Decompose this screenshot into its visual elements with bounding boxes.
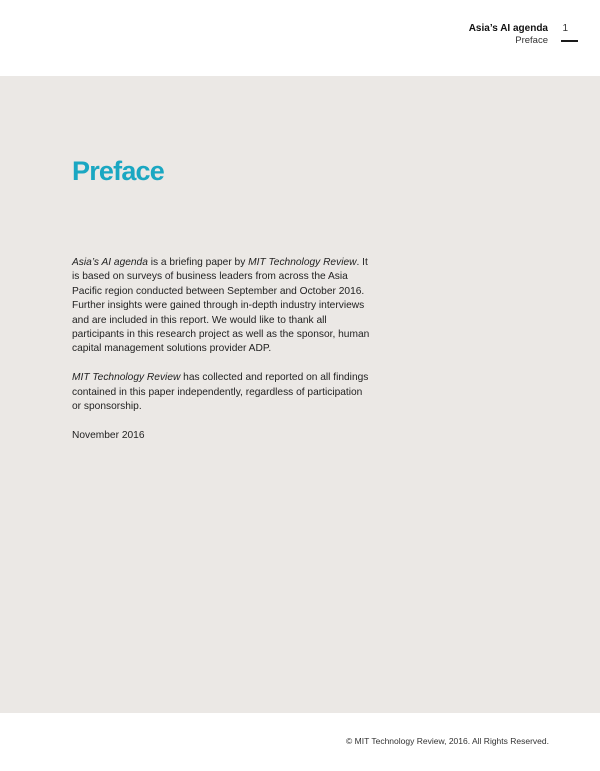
copyright-footer: © MIT Technology Review, 2016. All Rights Reserved. bbox=[346, 736, 549, 746]
page-header bbox=[0, 0, 600, 76]
document-title: Asia’s AI agenda bbox=[468, 23, 548, 34]
report-title-italic: Asia’s AI agenda bbox=[72, 257, 148, 268]
publisher-italic: MIT Technology Review bbox=[248, 257, 357, 268]
independence-paragraph bbox=[72, 371, 372, 414]
intro-text-1: is a briefing paper by bbox=[147, 257, 249, 268]
intro-paragraph bbox=[72, 256, 372, 357]
date-line: November 2016 bbox=[72, 429, 145, 441]
intro-text-2: . It is based on surveys of business leaders from across the Asia Pacific region conducted between September and October 2016. Further insights were gained through in-depth industry interviews and are included in this report. We would like to thank all participants in this research project as well as the sponsor, human capital management solutions provider ADP. bbox=[72, 257, 370, 355]
publisher-italic-2: MIT Technology Review bbox=[72, 372, 181, 384]
preface-body bbox=[72, 256, 372, 458]
header-rule bbox=[561, 40, 578, 42]
independence-text: has collected and reported on all findings contained in this paper independently, regardless of participation or sponsorship. bbox=[72, 372, 369, 413]
section-label: Preface bbox=[515, 35, 548, 46]
page-number: 1 bbox=[562, 23, 568, 34]
page-title: Preface bbox=[72, 156, 164, 186]
